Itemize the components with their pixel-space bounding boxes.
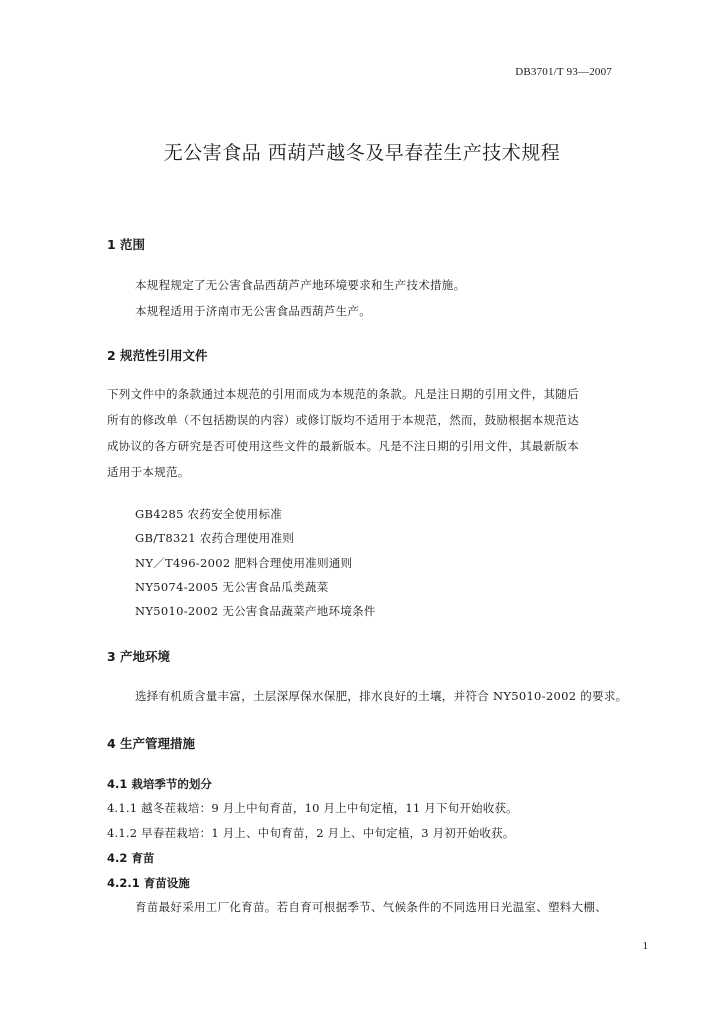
reference-item: NY5074-2005 无公害食品瓜类蔬菜 — [135, 580, 329, 594]
section-heading-scope: 1 范围 — [107, 237, 146, 252]
section-heading-management: 4 生产管理措施 — [107, 736, 196, 751]
paragraph-line: 成协议的各方研究是否可使用这些文件的最新版本。凡是不注日期的引用文件，其最新版本 — [107, 439, 579, 453]
subsection-heading: 4.1 栽培季节的划分 — [107, 777, 212, 791]
reference-item: NY／T496-2002 肥料合理使用准则通则 — [135, 556, 353, 570]
paragraph-line: 本规程适用于济南市无公害食品西葫芦生产。 — [135, 304, 371, 318]
paragraph-line: 选择有机质含量丰富，土层深厚保水保肥，排水良好的土壤，并符合 NY5010-2002 的要求。 — [135, 689, 628, 703]
reference-item: GB4285 农药安全使用标准 — [135, 507, 283, 521]
document-code: DB3701/T 93—2007 — [515, 66, 612, 78]
subsection-line: 4.1.2 早春茬栽培：1 月上、中旬育苗，2 月上、中旬定植，3 月初开始收获。 — [107, 826, 515, 840]
section-heading-references: 2 规范性引用文件 — [107, 348, 208, 363]
subsection-line: 4.1.1 越冬茬栽培：9 月上中旬育苗，10 月上中旬定植，11 月下旬开始收获。 — [107, 801, 518, 815]
subsection-heading: 4.2 育苗 — [107, 851, 155, 865]
paragraph-line: 下列文件中的条款通过本规范的引用而成为本规范的条款。凡是注日期的引用文件，其随后 — [107, 387, 579, 401]
paragraph-line: 育苗最好采用工厂化育苗。若自育可根据季节、气候条件的不同选用日光温室、塑料大棚、 — [135, 900, 607, 914]
reference-item: NY5010-2002 无公害食品蔬菜产地环境条件 — [135, 604, 376, 618]
section-heading-environment: 3 产地环境 — [107, 649, 171, 664]
page-number: 1 — [642, 940, 648, 952]
paragraph-line: 本规程规定了无公害食品西葫芦产地环境要求和生产技术措施。 — [135, 278, 466, 292]
paragraph-line: 适用于本规范。 — [107, 465, 190, 479]
document-title: 无公害食品 西葫芦越冬及早春茬生产技术规程 — [163, 142, 561, 164]
reference-item: GB/T8321 农药合理使用准则 — [135, 531, 295, 545]
subsection-heading: 4.2.1 育苗设施 — [107, 876, 190, 890]
paragraph-line: 所有的修改单（不包括勘误的内容）或修订版均不适用于本规范，然而，鼓励根据本规范达 — [107, 413, 579, 427]
